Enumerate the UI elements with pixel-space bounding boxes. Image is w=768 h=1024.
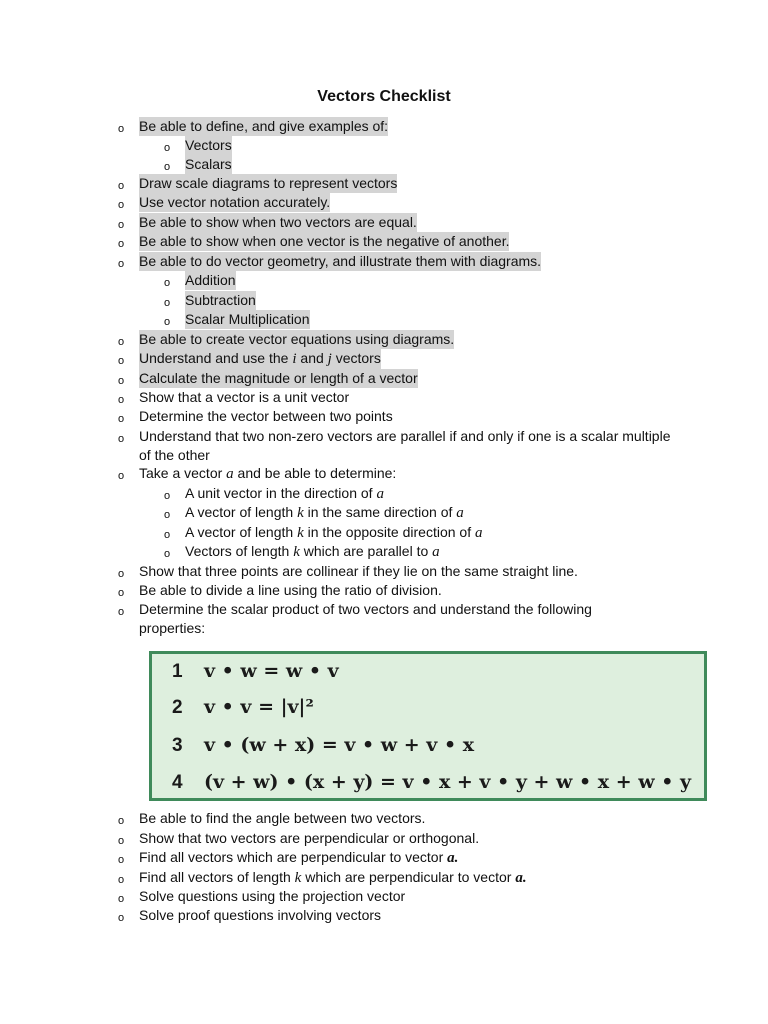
bullet-icon: o bbox=[118, 815, 125, 827]
property-row bbox=[172, 696, 314, 719]
bullet-icon: o bbox=[118, 375, 125, 387]
bullet-icon: o bbox=[118, 413, 125, 425]
item-text: Be able to show when two vectors are equal. bbox=[139, 214, 417, 230]
bullet-icon: o bbox=[164, 490, 171, 502]
property-number: 1 bbox=[172, 661, 183, 682]
bullet-icon: o bbox=[118, 606, 125, 618]
item-text: Use vector notation accurately. bbox=[139, 194, 331, 210]
property-row bbox=[172, 734, 474, 757]
property-number: 3 bbox=[172, 735, 183, 756]
item-text: Vectors of length k which are parallel to a bbox=[185, 543, 440, 560]
bullet-icon: o bbox=[118, 893, 125, 905]
item-text: Take a vector a and be able to determine: bbox=[139, 465, 397, 482]
bullet-icon: o bbox=[164, 277, 171, 289]
item-text: Determine the vector between two points bbox=[139, 408, 393, 424]
property-expression: v • (w + x) = v • w + v • x bbox=[204, 734, 475, 756]
item-text: Draw scale diagrams to represent vectors bbox=[139, 175, 398, 191]
bullet-icon: o bbox=[118, 470, 125, 482]
bullet-icon: o bbox=[164, 316, 171, 328]
item-text: Vectors bbox=[185, 137, 232, 153]
item-text: Be able to do vector geometry, and illustrate them with diagrams. bbox=[139, 253, 542, 269]
bullet-icon: o bbox=[118, 199, 125, 211]
bullet-icon: o bbox=[118, 568, 125, 580]
item-text: Subtraction bbox=[185, 292, 256, 308]
bullet-icon: o bbox=[118, 355, 125, 367]
bullet-icon: o bbox=[118, 123, 125, 135]
bullet-icon: o bbox=[118, 854, 125, 866]
item-text: Solve questions using the projection vector bbox=[139, 888, 406, 904]
item-text: A unit vector in the direction of a bbox=[185, 485, 384, 502]
bullet-icon: o bbox=[118, 336, 125, 348]
scalar-product-properties-box bbox=[149, 651, 707, 801]
item-text: Show that two vectors are perpendicular or orthogonal. bbox=[139, 830, 480, 846]
item-text: Be able to create vector equations using diagrams. bbox=[139, 331, 455, 347]
bullet-icon: o bbox=[118, 587, 125, 599]
bullet-icon: o bbox=[164, 548, 171, 560]
item-text: Calculate the magnitude or length of a vector bbox=[139, 370, 418, 386]
property-row bbox=[172, 771, 691, 794]
bullet-icon: o bbox=[164, 161, 171, 173]
item-text: Show that three points are collinear if they lie on the same straight line. bbox=[139, 563, 578, 579]
bullet-icon: o bbox=[164, 509, 171, 521]
item-text: Be able to divide a line using the ratio of division. bbox=[139, 582, 442, 598]
property-number: 2 bbox=[172, 697, 183, 718]
item-text: Be able to define, and give examples of: bbox=[139, 118, 389, 134]
bullet-icon: o bbox=[118, 238, 125, 250]
item-text: Determine the scalar product of two vectors and understand the following properties: bbox=[139, 601, 592, 636]
bullet-icon: o bbox=[164, 142, 171, 154]
property-expression: v • w = w • v bbox=[204, 660, 339, 682]
property-number: 4 bbox=[172, 772, 183, 793]
bullet-icon: o bbox=[118, 180, 125, 192]
property-expression: v • v = |v|² bbox=[204, 696, 314, 718]
property-row bbox=[172, 660, 339, 683]
bullet-icon: o bbox=[118, 835, 125, 847]
item-text: Find all vectors which are perpendicular to vector a. bbox=[139, 849, 459, 866]
item-text: Be able to show when one vector is the negative of another. bbox=[139, 233, 510, 249]
item-text: A vector of length k in the same direction of a bbox=[185, 504, 464, 521]
item-text: Understand and use the i and j vectors bbox=[139, 350, 381, 367]
bullet-icon: o bbox=[118, 258, 125, 270]
item-text: Find all vectors of length k which are perpendicular to vector a. bbox=[139, 869, 527, 886]
bullet-icon: o bbox=[118, 219, 125, 231]
item-text: A vector of length k in the opposite direction of a bbox=[185, 524, 483, 541]
property-expression: (v + w) • (x + y) = v • x + v • y + w • x + w • y bbox=[204, 771, 692, 793]
item-text: Be able to find the angle between two vectors. bbox=[139, 810, 426, 826]
bullet-icon: o bbox=[118, 394, 125, 406]
page-title: Vectors Checklist bbox=[317, 88, 451, 105]
item-text: Solve proof questions involving vectors bbox=[139, 907, 382, 923]
item-text: Addition bbox=[185, 272, 236, 288]
bullet-icon: o bbox=[118, 433, 125, 445]
bullet-icon: o bbox=[118, 874, 125, 886]
item-text: Scalar Multiplication bbox=[185, 311, 310, 327]
item-text: Show that a vector is a unit vector bbox=[139, 389, 350, 405]
item-text: Understand that two non-zero vectors are parallel if and only if one is a scalar multiple of the other bbox=[139, 428, 671, 463]
item-text: Scalars bbox=[185, 156, 232, 172]
bullet-icon: o bbox=[164, 529, 171, 541]
bullet-icon: o bbox=[164, 297, 171, 309]
bullet-icon: o bbox=[118, 912, 125, 924]
